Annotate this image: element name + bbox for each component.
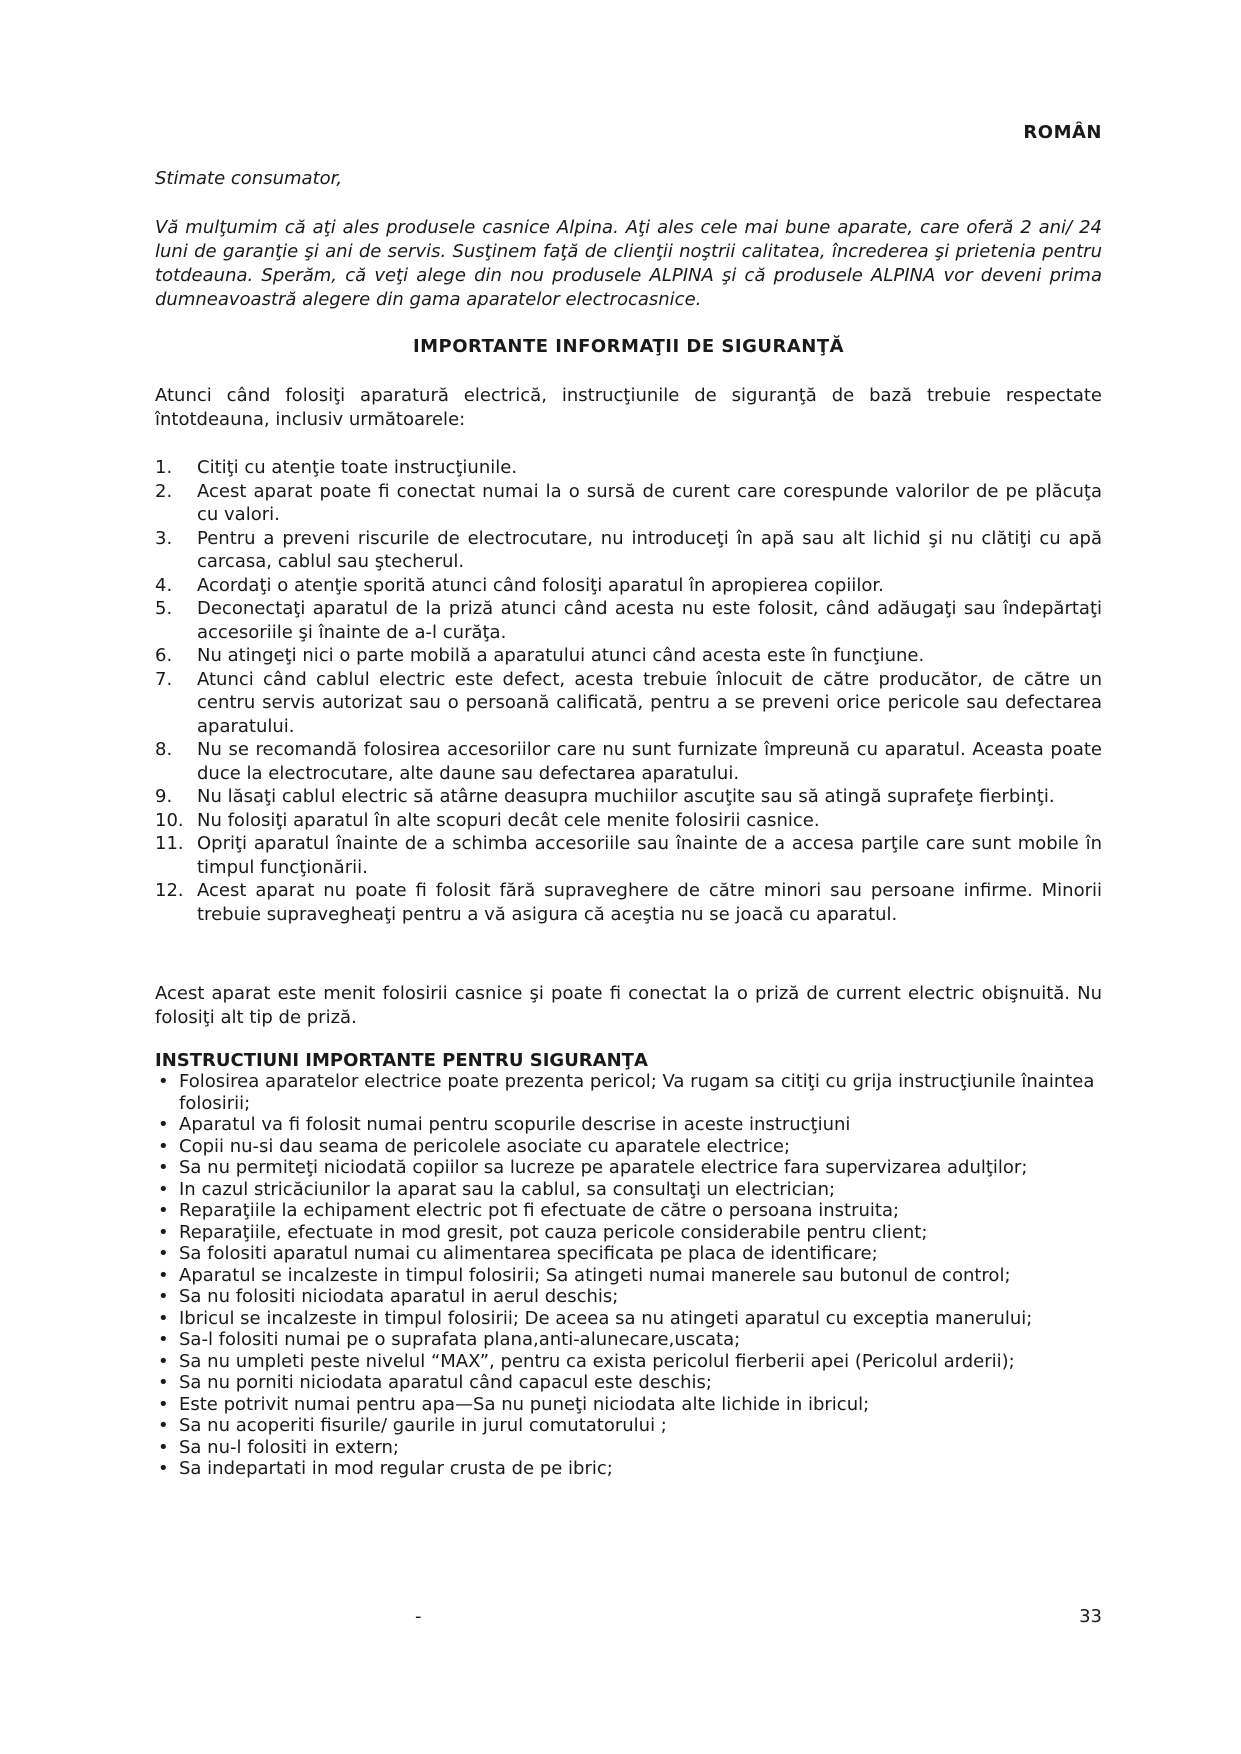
- list-item: [155, 1157, 1102, 1179]
- item-text: Acest aparat poate fi conectat numai la o sursă de curent care corespunde valorilor de pe plăcuţa cu valori.: [197, 480, 1102, 525]
- intro-paragraph: Vă mulţumim că aţi ales produsele casnice Alpina. Aţi ales cele mai bune aparate, care oferă 2 ani/ 24 luni de garanţie şi ani de servis. Susţinem faţă de clienţii noştrii calitatea, încrederea şi prietenia pentru totdeauna. Sperăm, că veţi alege din nou produsele ALPINA şi că produsele ALPINA vor deveni prima dumneavoastră alegere din gama aparatelor electrocasnice.: [155, 217, 1102, 310]
- safety-rules-list: [155, 456, 1102, 926]
- item-text: Nu se recomandă folosirea accesoriilor care nu sunt furnizate împreună cu aparatul. Aceasta poate duce la electrocutare, alte daune sau defectarea aparatului.: [197, 739, 1102, 784]
- item-text: In cazul stricăciunilor la aparat sau la cablul, sa consultaţi un electrician;: [179, 1178, 836, 1200]
- item-text: Nu folosiţi aparatul în alte scopuri decât cele menite folosirii casnice.: [197, 809, 820, 831]
- item-number: 3.: [155, 527, 173, 549]
- list-item: [155, 1179, 1102, 1201]
- item-text: Deconectaţi aparatul de la priză atunci când acesta nu este folosit, când adăugaţi sau îndepărtaţi accesoriile şi înainte de a-l curăţa.: [197, 598, 1102, 643]
- list-item: [155, 785, 1102, 809]
- bullet-icon: •: [158, 1200, 169, 1221]
- list-item: [155, 809, 1102, 833]
- footer-dash: -: [415, 1606, 422, 1627]
- item-text: Copii nu-si dau seama de pericolele asociate cu aparatele electrice;: [179, 1135, 791, 1157]
- list-item: [155, 668, 1102, 739]
- list-item: [155, 1437, 1102, 1459]
- list-item: [155, 1243, 1102, 1265]
- bullet-icon: •: [158, 1458, 169, 1479]
- list-item: [155, 527, 1102, 574]
- item-text: Sa nu folositi niciodata aparatul in aerul deschis;: [179, 1286, 619, 1307]
- list-item: [155, 1265, 1102, 1287]
- list-item: [155, 644, 1102, 668]
- bullet-icon: •: [158, 1372, 169, 1393]
- item-number: 12.: [155, 880, 184, 901]
- bullet-icon: •: [158, 1329, 169, 1350]
- bullet-icon: •: [158, 1393, 169, 1415]
- list-item: [155, 1222, 1102, 1244]
- important-instructions-heading: INSTRUCTIUNI IMPORTANTE PENTRU SIGURANŢA: [155, 1050, 648, 1071]
- item-text: Atunci când cablul electric este defect, acesta trebuie înlocuit de către producător, de către un centru servis autorizat sau o persoană calificată, pentru a se preveni orice pericole sau defectarea aparatului.: [197, 668, 1102, 737]
- item-number: 7.: [155, 668, 173, 690]
- item-text: Pentru a preveni riscurile de electrocutare, nu introduceţi în apă sau alt lichid şi nu clătiţi cu apă carcasa, cablul sau ştecherul.: [197, 527, 1102, 572]
- item-text: Aparatul se incalzeste in timpul folosirii; Sa atingeti numai manerele sau butonul de control;: [179, 1264, 1011, 1286]
- item-number: 1.: [155, 457, 173, 478]
- list-item: [155, 1114, 1102, 1136]
- list-item: [155, 1200, 1102, 1222]
- item-number: 8.: [155, 739, 173, 760]
- list-item: [155, 1458, 1102, 1480]
- item-text: Opriţi aparatul înainte de a schimba accesoriile sau înainte de a accesa parţile care sunt mobile în timpul funcţionării.: [197, 833, 1102, 878]
- item-text: Sa nu acoperiti fisurile/ gaurile in jurul comutatorului ;: [179, 1415, 667, 1436]
- list-item: [155, 597, 1102, 644]
- list-item: [155, 1308, 1102, 1330]
- bullet-icon: •: [158, 1286, 169, 1307]
- bullet-icon: •: [158, 1178, 169, 1200]
- item-number: 9.: [155, 786, 173, 807]
- item-text: Citiţi cu atenţie toate instrucţiunile.: [197, 457, 518, 478]
- list-item: [155, 1329, 1102, 1351]
- list-item: [155, 574, 1102, 598]
- list-item: [155, 1351, 1102, 1373]
- bullet-icon: •: [158, 1157, 169, 1178]
- item-number: 2.: [155, 480, 173, 502]
- list-item: [155, 879, 1102, 926]
- item-text: Acordaţi o atenţie sporită atunci când folosiţi aparatul în apropierea copiilor.: [197, 574, 884, 596]
- page-number: 33: [1079, 1606, 1102, 1627]
- list-item: [155, 1071, 1102, 1114]
- list-item: [155, 738, 1102, 785]
- item-text: Ibricul se incalzeste in timpul folosirii; De aceea sa nu atingeti aparatul cu exceptia manerului;: [179, 1307, 1033, 1329]
- safety-bullet-list: [155, 1071, 1102, 1480]
- list-item: [155, 1136, 1102, 1158]
- bullet-icon: •: [158, 1135, 169, 1157]
- item-text: Nu atingeţi nici o parte mobilă a aparatului atunci când acesta este în funcţiune.: [197, 645, 925, 666]
- bullet-icon: •: [158, 1307, 169, 1329]
- item-number: 6.: [155, 645, 173, 666]
- list-item: [155, 456, 1102, 480]
- bullet-icon: •: [158, 1221, 169, 1243]
- item-text: Sa nu permiteţi niciodată copiilor sa lucreze pe aparatele electrice fara supervizarea adulţilor;: [179, 1157, 1028, 1178]
- item-text: Reparaţiile, efectuate in mod gresit, pot cauza pericole considerabile pentru client;: [179, 1221, 928, 1243]
- item-number: 5.: [155, 598, 173, 619]
- bullet-icon: •: [158, 1350, 169, 1372]
- item-text: Reparaţiile la echipament electric pot fi efectuate de către o persoana instruita;: [179, 1200, 900, 1221]
- item-text: Acest aparat nu poate fi folosit fără supraveghere de către minori sau persoane infirme. Minorii trebuie supravegheaţi pentru a vă asigura că aceştia nu se joacă cu aparatul.: [197, 880, 1102, 925]
- item-text: Sa nu porniti niciodata aparatul când capacul este deschis;: [179, 1372, 712, 1393]
- list-item: [155, 832, 1102, 879]
- item-text: Folosirea aparatelor electrice poate prezenta pericol; Va rugam sa citiţi cu grija instrucţiunile înaintea folosirii;: [179, 1071, 1095, 1114]
- safety-lead-paragraph: Atunci când folosiţi aparatură electrică, instrucţiunile de siguranţă de bază trebuie respectate întotdeauna, inclusiv următoarele:: [155, 385, 1102, 430]
- bullet-icon: •: [158, 1114, 169, 1135]
- item-text: Sa-l folositi numai pe o suprafata plana,anti-alunecare,uscata;: [179, 1329, 741, 1350]
- item-number: 10.: [155, 809, 184, 831]
- language-label: ROMÂN: [1023, 122, 1102, 143]
- item-text: Sa nu-l folositi in extern;: [179, 1436, 399, 1458]
- item-number: 4.: [155, 574, 173, 596]
- item-text: Este potrivit numai pentru apa—Sa nu puneţi niciodata alte lichide in ibricul;: [179, 1393, 870, 1415]
- item-text: Nu lăsaţi cablul electric să atârne deasupra muchiilor ascuţite sau să atingă suprafeţe fierbinţi.: [197, 786, 1055, 807]
- item-text: Sa indepartati in mod regular crusta de pe ibric;: [179, 1458, 613, 1479]
- bullet-icon: •: [158, 1071, 169, 1092]
- item-text: Sa folositi aparatul numai cu alimentarea specificata pe placa de identificare;: [179, 1243, 878, 1264]
- household-use-paragraph: Acest aparat este menit folosirii casnice şi poate fi conectat la o priză de current electric obişnuită. Nu folosiţi alt tip de priză.: [155, 983, 1102, 1028]
- bullet-icon: •: [158, 1436, 169, 1458]
- bullet-icon: •: [158, 1415, 169, 1436]
- item-text: Aparatul va fi folosit numai pentru scopurile descrise in aceste instrucţiuni: [179, 1114, 851, 1135]
- bullet-icon: •: [158, 1264, 169, 1286]
- greeting: Stimate consumator,: [155, 168, 343, 189]
- list-item: [155, 1415, 1102, 1437]
- item-text: Sa nu umpleti peste nivelul “MAX”, pentru ca exista pericolul fierberii apei (Pericolul arderii);: [179, 1350, 1015, 1372]
- safety-info-heading: IMPORTANTE INFORMAŢII DE SIGURANŢĂ: [412, 336, 845, 357]
- list-item: [155, 1372, 1102, 1394]
- list-item: [155, 1286, 1102, 1308]
- item-number: 11.: [155, 833, 184, 854]
- bullet-icon: •: [158, 1243, 169, 1264]
- list-item: [155, 1394, 1102, 1416]
- list-item: [155, 480, 1102, 527]
